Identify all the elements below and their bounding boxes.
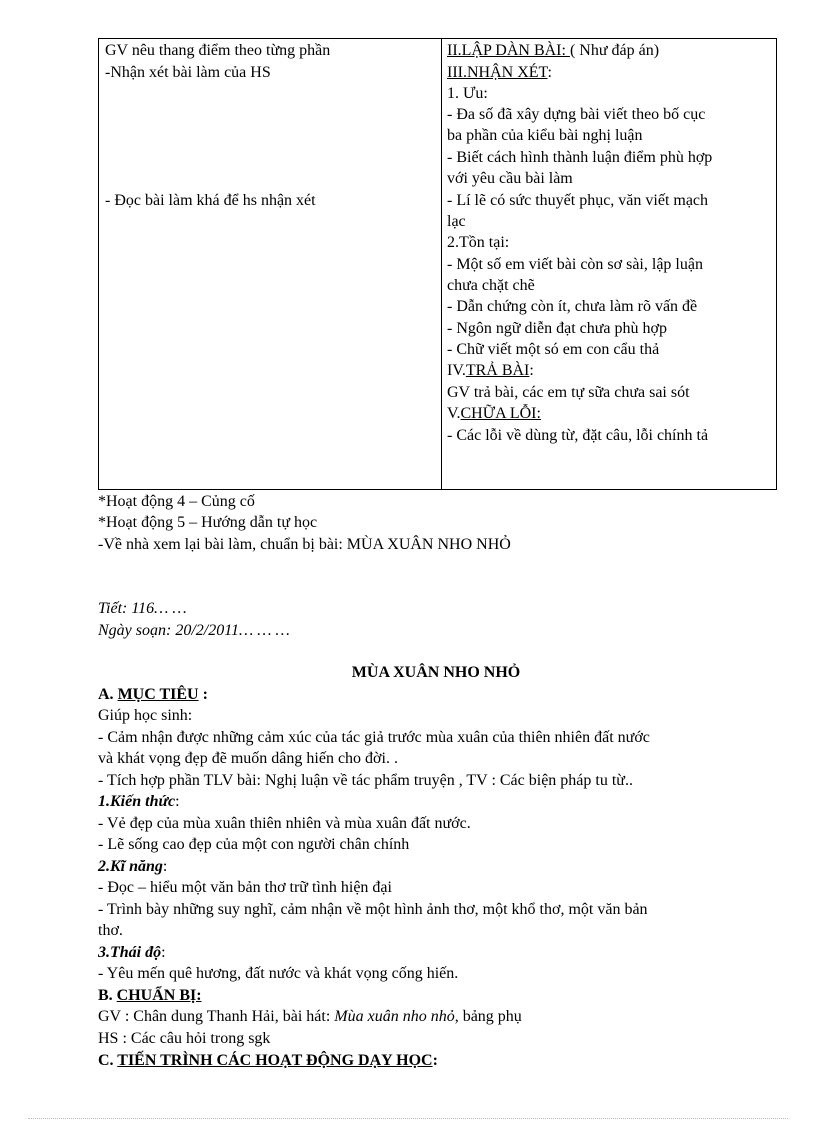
page-bottom-border bbox=[28, 1118, 788, 1119]
hs-prep-line: HS : Các câu hỏi trong sgk bbox=[98, 1030, 271, 1047]
section-b-heading: B. CHUẨN BỊ: bbox=[98, 987, 202, 1004]
table-left-line: GV nêu thang điểm theo từng phần bbox=[105, 42, 331, 59]
table-right-line: IV.TRẢ BÀI: bbox=[447, 362, 534, 379]
table-right-line: với yêu cầu bài làm bbox=[447, 170, 573, 187]
section-c-heading: C. TIẾN TRÌNH CÁC HOẠT ĐỘNG DẠY HỌC: bbox=[98, 1052, 438, 1069]
body-line: - Cảm nhận được những cảm xúc của tác giả trước mùa xuân của thiên nhiên đất nước bbox=[98, 729, 650, 746]
body-line: thơ. bbox=[98, 922, 123, 939]
table-right-line: - Một số em viết bài còn sơ sài, lập luận bbox=[447, 256, 703, 273]
table-right-line: chưa chặt chẽ bbox=[447, 277, 535, 294]
table-right-line: lạc bbox=[447, 213, 466, 230]
section-a-heading: A. MỤC TIÊU : bbox=[98, 686, 208, 703]
table-left-line: -Nhận xét bài làm của HS bbox=[105, 64, 271, 81]
body-line: - Lẽ sống cao đẹp của một con người chân chính bbox=[98, 836, 410, 853]
table-right-line: GV trả bài, các em tự sữa chưa sai sót bbox=[447, 384, 690, 401]
lesson-table bbox=[98, 38, 777, 490]
gv-prep-line: GV : Chân dung Thanh Hải, bài hát: Mùa xuân nho nhỏ, bảng phụ bbox=[98, 1008, 522, 1025]
table-right-line: - Dẫn chứng còn ít, chưa làm rõ vấn đề bbox=[447, 298, 698, 315]
body-line: Giúp học sinh: bbox=[98, 707, 193, 724]
table-right-line: II.LẬP DÀN BÀI: ( Như đáp án) bbox=[447, 42, 660, 59]
lesson-title: MÙA XUÂN NHO NHỎ bbox=[351, 664, 521, 681]
activity-4-line: *Hoạt động 4 – Củng cố bbox=[98, 493, 255, 510]
table-right-line: 1. Ưu: bbox=[447, 85, 488, 102]
table-right-line: - Ngôn ngữ diễn đạt chưa phù hợp bbox=[447, 320, 667, 337]
table-right-line: - Chữ viết một só em con cẩu thả bbox=[447, 341, 660, 358]
body-line: và khát vọng đẹp đẽ muốn dâng hiến cho đời. . bbox=[98, 750, 398, 767]
table-right-line: 2.Tồn tại: bbox=[447, 234, 510, 251]
table-column-divider bbox=[441, 39, 442, 489]
table-right-line: V.CHỮA LỖI: bbox=[447, 405, 541, 422]
homework-line: -Về nhà xem lại bài làm, chuẩn bị bài: MÙA XUÂN NHO NHỎ bbox=[98, 536, 511, 553]
table-right-line: - Lí lẽ có sức thuyết phục, văn viết mạch bbox=[447, 192, 709, 209]
body-line: - Đọc – hiểu một văn bản thơ trữ tình hiện đại bbox=[98, 879, 392, 896]
table-right-line: ba phần của kiểu bài nghị luận bbox=[447, 127, 643, 144]
skills-heading: 2.Kĩ năng: bbox=[98, 858, 168, 875]
prep-date: Ngày soạn: 20/2/2011… … … bbox=[98, 622, 290, 639]
knowledge-heading: 1.Kiến thức: bbox=[98, 793, 180, 810]
body-line: - Yêu mến quê hương, đất nước và khát vọng cống hiến. bbox=[98, 965, 459, 982]
table-right-line: - Biết cách hình thành luận điểm phù hợp bbox=[447, 149, 713, 166]
body-line: - Vẻ đẹp của mùa xuân thiên nhiên và mùa xuân đất nước. bbox=[98, 815, 471, 832]
table-right-line: III.NHẬN XÉT: bbox=[447, 64, 552, 81]
attitude-heading: 3.Thái độ: bbox=[98, 944, 166, 961]
table-right-line: - Các lỗi về dùng từ, đặt câu, lỗi chính tả bbox=[447, 427, 709, 444]
table-right-line: - Đa số đã xây dựng bài viết theo bố cục bbox=[447, 106, 706, 123]
body-line: - Trình bày những suy nghĩ, cảm nhận về một hình ảnh thơ, một khổ thơ, một văn bản bbox=[98, 901, 648, 918]
table-left-line: - Đọc bài làm khá để hs nhận xét bbox=[105, 192, 316, 209]
body-line: - Tích hợp phần TLV bài: Nghị luận về tác phẩm truyện , TV : Các biện pháp tu từ.. bbox=[98, 772, 633, 789]
period-number: Tiết: 116… … bbox=[98, 600, 187, 617]
activity-5-line: *Hoạt động 5 – Hướng dẫn tự học bbox=[98, 514, 318, 531]
